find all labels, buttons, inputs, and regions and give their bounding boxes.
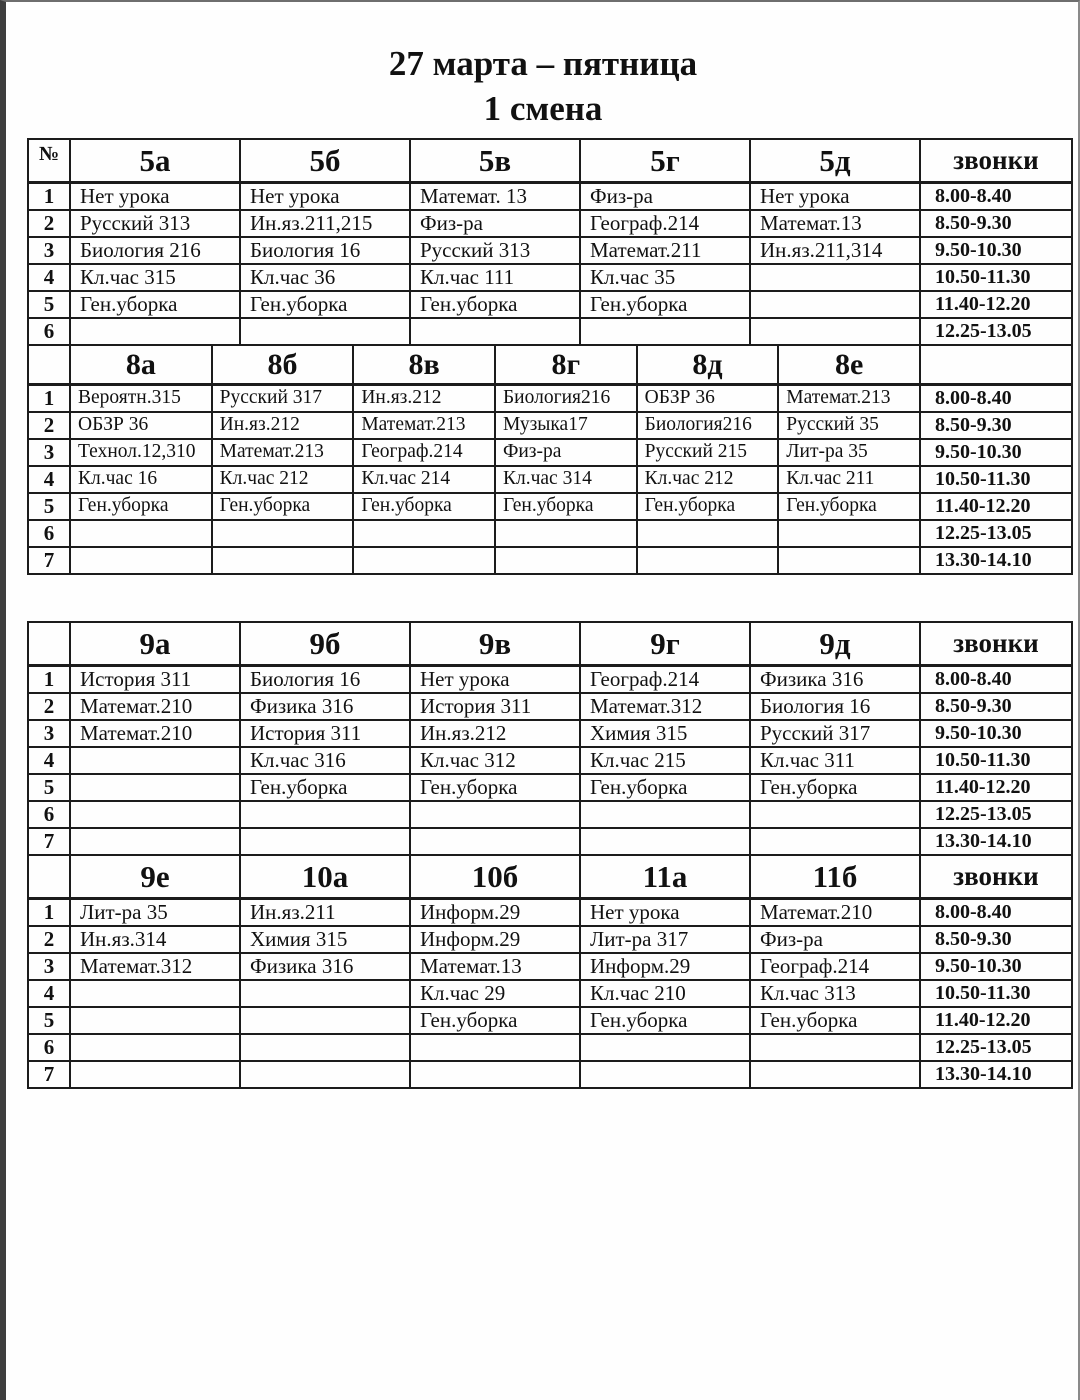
lesson-cell: Биология 16: [240, 237, 410, 264]
lesson-cell: История 311: [410, 693, 580, 720]
bells-column-header: звонки: [920, 139, 1072, 183]
lesson-cell: История 311: [70, 666, 240, 693]
lesson-cell: Кл.час 212: [212, 466, 354, 493]
row-number-cell: 3: [28, 439, 70, 466]
lesson-cell: Ген.уборка: [637, 493, 779, 520]
bell-time-cell: 8.50-9.30: [920, 412, 1072, 439]
lesson-cell: [580, 1034, 750, 1061]
lesson-cell: [410, 801, 580, 828]
class-header-5а: 5а: [70, 139, 240, 183]
lesson-cell: Кл.час 316: [240, 747, 410, 774]
lesson-cell: [70, 1007, 240, 1034]
lesson-cell: Кл.час 215: [580, 747, 750, 774]
class-header-8а: 8а: [70, 345, 212, 385]
lesson-cell: Кл.час 312: [410, 747, 580, 774]
shift-subtitle: 1 смена: [483, 88, 603, 128]
table-row: [28, 720, 1072, 747]
row-number-cell: 3: [28, 953, 70, 980]
class-header-11б: 11б: [750, 855, 920, 899]
lesson-cell: [750, 291, 920, 318]
bell-time-cell: 8.50-9.30: [920, 926, 1072, 953]
lesson-cell: [70, 520, 212, 547]
number-column-header: №: [28, 139, 70, 183]
lesson-cell: Ген.уборка: [750, 1007, 920, 1034]
lesson-cell: Биология 216: [70, 237, 240, 264]
lesson-cell: Кл.час 214: [353, 466, 495, 493]
row-number-cell: 5: [28, 1007, 70, 1034]
lesson-cell: Русский 313: [70, 210, 240, 237]
lesson-cell: [750, 828, 920, 855]
lesson-cell: [70, 801, 240, 828]
lesson-cell: Кл.час 212: [637, 466, 779, 493]
lesson-cell: Ген.уборка: [212, 493, 354, 520]
class-header-8г: 8г: [495, 345, 637, 385]
lesson-cell: [70, 828, 240, 855]
row-number-cell: 7: [28, 828, 70, 855]
lesson-cell: [353, 520, 495, 547]
lesson-cell: Кл.час 210: [580, 980, 750, 1007]
lesson-cell: Кл.час 311: [750, 747, 920, 774]
lesson-cell: Ин.яз.212: [353, 385, 495, 412]
bell-time-cell: 13.30-14.10: [920, 1061, 1072, 1088]
lesson-cell: [70, 547, 212, 574]
lesson-cell: Географ.214: [750, 953, 920, 980]
lesson-cell: Физ-ра: [410, 210, 580, 237]
class-header-row: [28, 139, 1072, 183]
schedule-document: [6, 2, 1078, 1089]
bell-time-cell: 9.50-10.30: [920, 720, 1072, 747]
bell-time-cell: 9.50-10.30: [920, 439, 1072, 466]
lesson-cell: Нет урока: [410, 666, 580, 693]
table-row: [28, 1034, 1072, 1061]
schedule-tables: [22, 138, 1064, 1089]
class-header-row: [28, 855, 1072, 899]
lesson-cell: Математ.213: [212, 439, 354, 466]
lesson-cell: [580, 318, 750, 345]
table-row: [28, 412, 1072, 439]
bell-time-cell: 13.30-14.10: [920, 547, 1072, 574]
lesson-cell: Кл.час 16: [70, 466, 212, 493]
grade-10-11-table-slot: [22, 854, 1064, 1089]
lesson-cell: ОБЗР 36: [70, 412, 212, 439]
lesson-cell: Химия 315: [580, 720, 750, 747]
row-number-cell: 5: [28, 493, 70, 520]
lesson-cell: Музыка17: [495, 412, 637, 439]
class-header-row: [28, 622, 1072, 666]
lesson-cell: Ин.яз.211,215: [240, 210, 410, 237]
table-row: [28, 828, 1072, 855]
bell-time-cell: 12.25-13.05: [920, 1034, 1072, 1061]
table-row: [28, 264, 1072, 291]
table-row: [28, 291, 1072, 318]
class-header-8д: 8д: [637, 345, 779, 385]
lesson-cell: Кл.час 111: [410, 264, 580, 291]
bell-time-cell: 13.30-14.10: [920, 828, 1072, 855]
lesson-cell: Ген.уборка: [580, 1007, 750, 1034]
lesson-cell: Физ-ра: [750, 926, 920, 953]
row-number-cell: 1: [28, 666, 70, 693]
lesson-cell: Кл.час 315: [70, 264, 240, 291]
lesson-cell: [70, 318, 240, 345]
table-row: [28, 899, 1072, 926]
grade-5-table-slot: [22, 138, 1064, 346]
class-header-8в: 8в: [353, 345, 495, 385]
table-row: [28, 1007, 1072, 1034]
row-number-cell: 2: [28, 412, 70, 439]
lesson-cell: Нет урока: [70, 183, 240, 210]
bell-time-cell: 8.50-9.30: [920, 210, 1072, 237]
lesson-cell: Математ.312: [70, 953, 240, 980]
lesson-cell: [410, 1034, 580, 1061]
class-header-10а: 10а: [240, 855, 410, 899]
lesson-cell: Ген.уборка: [410, 291, 580, 318]
bells-column-header: звонки: [920, 855, 1072, 899]
row-number-cell: 1: [28, 183, 70, 210]
lesson-cell: Географ.214: [580, 666, 750, 693]
class-header-9г: 9г: [580, 622, 750, 666]
lesson-cell: Химия 315: [240, 926, 410, 953]
lesson-cell: Физ-ра: [580, 183, 750, 210]
row-number-cell: 1: [28, 899, 70, 926]
row-number-cell: 6: [28, 520, 70, 547]
lesson-cell: Математ.213: [353, 412, 495, 439]
lesson-cell: Ин.яз.212: [212, 412, 354, 439]
lesson-cell: [353, 547, 495, 574]
lesson-cell: Нет урока: [240, 183, 410, 210]
row-number-cell: 7: [28, 547, 70, 574]
bell-time-cell: 8.50-9.30: [920, 693, 1072, 720]
row-number-cell: 4: [28, 980, 70, 1007]
lesson-cell: Географ.214: [353, 439, 495, 466]
table-row: [28, 210, 1072, 237]
lesson-cell: Математ. 13: [410, 183, 580, 210]
row-number-cell: 6: [28, 801, 70, 828]
lesson-cell: Нет урока: [750, 183, 920, 210]
row-number-cell: 3: [28, 237, 70, 264]
lesson-cell: Кл.час 314: [495, 466, 637, 493]
lesson-cell: [70, 774, 240, 801]
table-row: [28, 693, 1072, 720]
lesson-cell: [495, 520, 637, 547]
row-number-cell: 5: [28, 291, 70, 318]
lesson-cell: [778, 547, 920, 574]
row-number-cell: 1: [28, 385, 70, 412]
lesson-cell: Технол.12,310: [70, 439, 212, 466]
table-row: [28, 774, 1072, 801]
lesson-cell: Ген.уборка: [353, 493, 495, 520]
lesson-cell: [637, 520, 779, 547]
lesson-cell: Вероятн.315: [70, 385, 212, 412]
lesson-cell: Ин.яз.211: [240, 899, 410, 926]
bell-time-cell: 10.50-11.30: [920, 264, 1072, 291]
schedule-table-grade-5: [27, 138, 1073, 346]
lesson-cell: [240, 318, 410, 345]
lesson-cell: [580, 801, 750, 828]
row-number-cell: 7: [28, 1061, 70, 1088]
lesson-cell: Кл.час 35: [580, 264, 750, 291]
table-row: [28, 183, 1072, 210]
class-header-11а: 11а: [580, 855, 750, 899]
class-header-5д: 5д: [750, 139, 920, 183]
lesson-cell: Ген.уборка: [410, 1007, 580, 1034]
row-number-cell: 5: [28, 774, 70, 801]
row-number-cell: 2: [28, 210, 70, 237]
lesson-cell: Математ.211: [580, 237, 750, 264]
lesson-cell: [70, 747, 240, 774]
bell-time-cell: 8.00-8.40: [920, 666, 1072, 693]
lesson-cell: [410, 1061, 580, 1088]
lesson-cell: [410, 318, 580, 345]
lesson-cell: Русский 317: [750, 720, 920, 747]
lesson-cell: [750, 801, 920, 828]
row-number-cell: 2: [28, 693, 70, 720]
lesson-cell: Лит-ра 35: [70, 899, 240, 926]
bell-time-cell: 8.00-8.40: [920, 385, 1072, 412]
lesson-cell: Математ.210: [70, 693, 240, 720]
class-header-9е: 9е: [70, 855, 240, 899]
table-row: [28, 801, 1072, 828]
lesson-cell: Математ.213: [778, 385, 920, 412]
lesson-cell: Кл.час 211: [778, 466, 920, 493]
lesson-cell: Информ.29: [580, 953, 750, 980]
lesson-cell: Ген.уборка: [778, 493, 920, 520]
table-row: [28, 666, 1072, 693]
table-row: [28, 1061, 1072, 1088]
bell-time-cell: 11.40-12.20: [920, 1007, 1072, 1034]
bells-column-header: [920, 345, 1072, 385]
grade-9-table-slot: [22, 621, 1064, 856]
lesson-cell: Биология 16: [750, 693, 920, 720]
lesson-cell: [637, 547, 779, 574]
bell-time-cell: 9.50-10.30: [920, 237, 1072, 264]
lesson-cell: Русский 317: [212, 385, 354, 412]
lesson-cell: Математ.312: [580, 693, 750, 720]
lesson-cell: Ген.уборка: [70, 493, 212, 520]
table-row: [28, 926, 1072, 953]
bell-time-cell: 9.50-10.30: [920, 953, 1072, 980]
lesson-cell: Нет урока: [580, 899, 750, 926]
lesson-cell: Ген.уборка: [580, 774, 750, 801]
row-number-cell: 4: [28, 466, 70, 493]
lesson-cell: Кл.час 29: [410, 980, 580, 1007]
lesson-cell: Математ.13: [410, 953, 580, 980]
schedule-table-grade-9: [27, 621, 1073, 856]
class-header-5г: 5г: [580, 139, 750, 183]
schedule-table-grade-8: [27, 344, 1073, 575]
class-header-row: [28, 345, 1072, 385]
class-header-9б: 9б: [240, 622, 410, 666]
lesson-cell: Биология 16: [240, 666, 410, 693]
lesson-cell: Ген.уборка: [410, 774, 580, 801]
lesson-cell: [495, 547, 637, 574]
lesson-cell: ОБЗР 36: [637, 385, 779, 412]
lesson-cell: Ген.уборка: [750, 774, 920, 801]
row-number-cell: 4: [28, 264, 70, 291]
row-number-cell: 6: [28, 318, 70, 345]
lesson-cell: [240, 1007, 410, 1034]
lesson-cell: Ген.уборка: [580, 291, 750, 318]
lesson-cell: [240, 1061, 410, 1088]
table-row: [28, 439, 1072, 466]
row-number-cell: 2: [28, 926, 70, 953]
lesson-cell: Информ.29: [410, 926, 580, 953]
class-header-8е: 8е: [778, 345, 920, 385]
lesson-cell: [70, 980, 240, 1007]
row-number-cell: 3: [28, 720, 70, 747]
lesson-cell: История 311: [240, 720, 410, 747]
lesson-cell: Математ.210: [70, 720, 240, 747]
bell-time-cell: 8.00-8.40: [920, 183, 1072, 210]
lesson-cell: Биология216: [495, 385, 637, 412]
lesson-cell: Ин.яз.211,314: [750, 237, 920, 264]
table-row: [28, 237, 1072, 264]
table-row: [28, 953, 1072, 980]
lesson-cell: Физика 316: [240, 693, 410, 720]
lesson-cell: Ген.уборка: [495, 493, 637, 520]
lesson-cell: Русский 215: [637, 439, 779, 466]
bell-time-cell: 12.25-13.05: [920, 318, 1072, 345]
lesson-cell: Ген.уборка: [70, 291, 240, 318]
table-row: [28, 385, 1072, 412]
table-row: [28, 747, 1072, 774]
lesson-cell: [410, 828, 580, 855]
lesson-cell: Информ.29: [410, 899, 580, 926]
number-column-header: [28, 622, 70, 666]
lesson-cell: [212, 547, 354, 574]
table-row: [28, 547, 1072, 574]
lesson-cell: Ген.уборка: [240, 291, 410, 318]
lesson-cell: Лит-ра 35: [778, 439, 920, 466]
lesson-cell: Ин.яз.212: [410, 720, 580, 747]
lesson-cell: [240, 980, 410, 1007]
grade-8-table-slot: [22, 344, 1064, 575]
schedule-table-grade-10-11: [27, 854, 1073, 1089]
lesson-cell: Физика 316: [240, 953, 410, 980]
lesson-cell: [240, 828, 410, 855]
bells-column-header: звонки: [920, 622, 1072, 666]
lesson-cell: [778, 520, 920, 547]
lesson-cell: Лит-ра 317: [580, 926, 750, 953]
lesson-cell: [240, 801, 410, 828]
bell-time-cell: 10.50-11.30: [920, 747, 1072, 774]
lesson-cell: [750, 1061, 920, 1088]
bell-time-cell: 10.50-11.30: [920, 980, 1072, 1007]
lesson-cell: Математ.13: [750, 210, 920, 237]
bell-time-cell: 11.40-12.20: [920, 291, 1072, 318]
lesson-cell: [750, 1034, 920, 1061]
lesson-cell: [212, 520, 354, 547]
lesson-cell: [70, 1034, 240, 1061]
bell-time-cell: 12.25-13.05: [920, 520, 1072, 547]
bell-time-cell: 10.50-11.30: [920, 466, 1072, 493]
lesson-cell: Ин.яз.314: [70, 926, 240, 953]
lesson-cell: Русский 35: [778, 412, 920, 439]
table-row: [28, 493, 1072, 520]
lesson-cell: [580, 1061, 750, 1088]
lesson-cell: Ген.уборка: [240, 774, 410, 801]
bell-time-cell: 11.40-12.20: [920, 493, 1072, 520]
lesson-cell: [750, 264, 920, 291]
lesson-cell: Математ.210: [750, 899, 920, 926]
class-header-9а: 9а: [70, 622, 240, 666]
table-row: [28, 466, 1072, 493]
lesson-cell: Физ-ра: [495, 439, 637, 466]
class-header-10б: 10б: [410, 855, 580, 899]
lesson-cell: [70, 1061, 240, 1088]
row-number-cell: 6: [28, 1034, 70, 1061]
lesson-cell: Кл.час 313: [750, 980, 920, 1007]
bell-time-cell: 12.25-13.05: [920, 801, 1072, 828]
bell-time-cell: 8.00-8.40: [920, 899, 1072, 926]
lesson-cell: Физика 316: [750, 666, 920, 693]
lesson-cell: [240, 1034, 410, 1061]
lesson-cell: [580, 828, 750, 855]
number-column-header: [28, 855, 70, 899]
bell-time-cell: 11.40-12.20: [920, 774, 1072, 801]
class-header-9д: 9д: [750, 622, 920, 666]
lesson-cell: Географ.214: [580, 210, 750, 237]
row-number-cell: 4: [28, 747, 70, 774]
lesson-cell: Биология216: [637, 412, 779, 439]
lesson-cell: Русский 313: [410, 237, 580, 264]
class-header-8б: 8б: [212, 345, 354, 385]
class-header-5б: 5б: [240, 139, 410, 183]
page-title: 27 марта – пятница: [388, 44, 698, 83]
number-column-header: [28, 345, 70, 385]
table-row: [28, 980, 1072, 1007]
class-header-9в: 9в: [410, 622, 580, 666]
lesson-cell: Кл.час 36: [240, 264, 410, 291]
table-row: [28, 520, 1072, 547]
class-header-5в: 5в: [410, 139, 580, 183]
table-row: [28, 318, 1072, 345]
lesson-cell: [750, 318, 920, 345]
